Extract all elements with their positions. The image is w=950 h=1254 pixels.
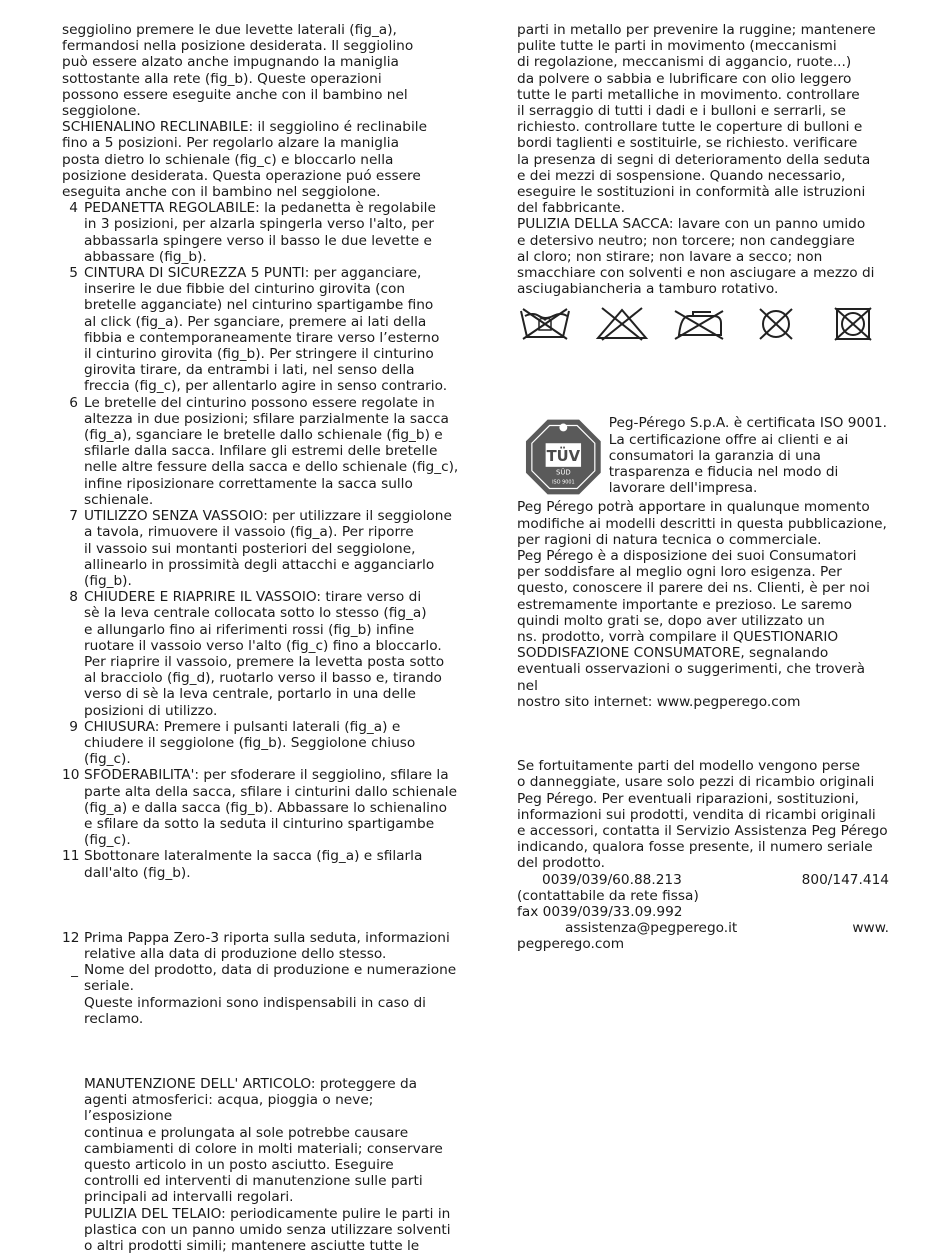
item-text: CINTURA DI SICUREZZA 5 PUNTI: per agganciare, inserire le due fibbie del cinturino girovita (con bretelle agganciate) nel cinturino spartigambe fino al click (fig_a). Per sganciare, premere ai lati della fibbia e contemporaneamente tirare verso l’esterno il cinturino girovita (fig_b). Per stringere il cinturino girovita tirare, da entrambi i lati, nel senso della freccia (fig_c), per allentarlo agire in senso contrario. — [84, 265, 448, 395]
care-symbols — [517, 307, 889, 341]
website-domain: pegperego.com — [517, 935, 625, 952]
item-number: 8 — [69, 589, 78, 606]
no-dry-clean-icon — [748, 307, 804, 341]
no-bleach-icon — [594, 307, 650, 341]
fixed-line-note: (contattabile da rete fissa) — [517, 887, 699, 904]
list-item-4 — [62, 200, 462, 265]
item-text: PEDANETTA REGOLABILE: la pedanetta è regolabile in 3 posizioni, per alzarla spingerla verso l'alto, per abbassarla spingere verso il basso le due levette e abbassare (fig_b). — [84, 200, 436, 265]
spare-parts-text: Se fortuitamente parti del modello vengono perse o danneggiate, usare solo pezzi di ricambio originali Peg Pérego. Per eventuali riparazioni, sostituzioni, informazioni sui prodotti, vendita di ricambi originali e accessori, contatta il Servizio Assistenza Peg Pérego indicando, qualora fosse presente, il numero seriale del prodotto. — [517, 758, 888, 872]
list-item-8 — [62, 589, 462, 719]
toll-free-number: 800/147.414 — [801, 871, 889, 888]
maintenance-text: MANUTENZIONE DELL' ARTICOLO: proteggere da agenti atmosferici: acqua, pioggia o neve; l’esposizione continua e prolungata al sole potrebbe causare cambiamenti di colore in molti materiali; conservare questo articolo in un posto asciutto. Eseguire controlli ed interventi di manutenzione sulle parti principali ad intervalli regolari. PULIZIA DEL TELAIO: periodicamente pulire le parti in plastica con un panno umido senza utilizzare solventi o altri prodotti simili; mantenere asciutte tutte le — [84, 1075, 451, 1254]
survey-text: Peg Pérego potrà apportare in qualunque momento modifiche ai modelli descritti in questa pubblicazione, per ragioni di natura tecnica o commerciale. Peg Pérego è a disposizione dei suoi Consumatori per soddisfare al meglio ogni loro esigenza. Per questo, conoscere il parere dei ns. Clienti, è per noi estremamente importante e prezioso. Le saremo quindi molto grati se, dopo aver utilizzato un ns. prodotto, vorrà compilare il QUESTIONARIO SODDISFAZIONE CONSUMATORE, segnalando eventuali osservazioni o suggerimenti, che troverà nel nostro sito internet: www.pegperego.com — [517, 499, 887, 710]
certification-text: Peg-Pérego S.p.A. è certificata ISO 9001. La certificazione offre ai clienti e ai consumatori la garanzia di una trasparenza e fiducia nel modo di lavorare dell'impresa. — [608, 415, 887, 497]
svg-text:TÜV: TÜV — [546, 448, 581, 466]
item-bullet: _ — [71, 962, 78, 979]
list-item-6 — [62, 395, 462, 508]
item-number: 10 — [62, 767, 80, 784]
item-text: SFODERABILITA': per sfoderare il seggiolino, sfilare la parte alta della sacca, sfilare i cinturini dallo schienale (fig_a) e dalla sacca (fig_b). Abbassare lo schienalino e sfilare da sotto la seduta il cinturino spartigambe (fig_c). — [84, 767, 457, 849]
list-item-12-sub — [62, 962, 462, 1027]
cleaning-text: parti in metallo per prevenire la ruggine; mantenere pulite tutte le parti in movimento (meccanismi di regolazione, meccanismi di aggancio, ruote...) da polvere o sabbia e lubrificare con olio leggero tutte le parti metalliche in movimento. controllare il serraggio di tutti i dadi e i bulloni e serrarli, se richiesto. controllare tutte le coperture di bulloni e bordi taglienti e sostituirle, se richiesto. verificare la presenza di segni di deterioramento della seduta e dei mezzi di sospensione. Quando necessario, eseguire le sostituzioni in conformità alle istruzioni del fabbricante. PULIZIA DELLA SACCA: lavare con un panno umido e detersivo neutro; non torcere; non candeggiare al cloro; non stirare; non lavare a secco; non smacchiare con solventi e non asciugare a mezzo di asciugabiancheria a tamburo rotativo. — [517, 22, 876, 298]
intro-text: seggiolino premere le due levette laterali (fig_a), fermandosi nella posizione desiderata. Il seggiolino può essere alzato anche impugnando la maniglia sottostante alla rete (fig_b). Queste operazioni possono essere eseguite anche con il bambino nel seggiolone. SCHIENALINO RECLINABILE: il seggiolino é reclinabile fino a 5 posizioni. Per regolarlo alzare la maniglia posta dietro lo schienale (fig_c) e bloccarlo nella posizione desiderata. Questa operazione puó essere eseguita anche con il bambino nel seggiolone. — [62, 22, 427, 201]
svg-text:SÜD: SÜD — [555, 469, 571, 478]
maintenance-section — [62, 1076, 462, 1254]
left-column — [62, 22, 462, 1254]
item-text: Nome del prodotto, data di produzione e numerazione seriale. Queste informazioni sono indispensabili in caso di reclamo. — [84, 962, 457, 1027]
svg-text:ISO 9001: ISO 9001 — [552, 480, 575, 487]
tuv-iso-badge-icon — [524, 417, 603, 497]
contacts-block — [517, 872, 889, 953]
item-number: 12 — [62, 929, 80, 946]
item-number: 9 — [69, 718, 78, 735]
item-text: Prima Pappa Zero-3 riporta sulla seduta, informazioni relative alla data di produzione dello stesso. — [84, 929, 450, 962]
item-text: CHIUSURA: Premere i pulsanti laterali (fig_a) e chiudere il seggiolone (fig_b). Seggiolone chiuso (fig_c). — [84, 718, 416, 768]
list-item-5 — [62, 265, 462, 395]
list-item-10 — [62, 767, 462, 848]
item-text: Sbottonare lateralmente la sacca (fig_a) e sfilarla dall'alto (fig_b). — [84, 848, 423, 881]
list-item-12 — [62, 930, 462, 962]
no-tumble-dry-icon — [825, 307, 881, 341]
item-text: Le bretelle del cinturino possono essere regolate in altezza in due posizioni; sfilare parzialmente la sacca (fig_a), sganciare le bretelle dallo schienale (fig_b) e sfilarle dalla sacca. Infilare gli estremi delle bretelle nelle altre fessure della sacca e dello schienale (fig_c), infine riposizionare correttamente la sacca sullo schienale. — [84, 394, 459, 508]
certification-block — [517, 415, 889, 497]
email-address: assistenza@pegperego.it — [565, 919, 738, 936]
item-text: UTILIZZO SENZA VASSOIO: per utilizzare il seggiolone a tavola, rimuovere il vassoio (fig_a). Per riporre il vassoio sui montanti posteriori del seggiolone, allinearlo in prossimità degli attacchi e agganciarlo (fig_b). — [84, 508, 452, 589]
list-item-7 — [62, 508, 462, 589]
list-item-11 — [62, 848, 462, 880]
item-number: 5 — [69, 265, 78, 282]
right-column — [517, 22, 889, 953]
item-number: 6 — [69, 394, 78, 411]
item-text: CHIUDERE E RIAPRIRE IL VASSOIO: tirare verso di sè la leva centrale collocata sotto lo stesso (fig_a) e allungarlo fino ai riferimenti rossi (fig_b) infine ruotare il vassoio verso l'alto (fig_c) fino a bloccarlo. Per riaprire il vassoio, premere la levetta posta sotto al bracciolo (fig_d), ruotarlo verso il basso e, tirando verso di sè la leva centrale, portarlo in una delle posizioni di utilizzo. — [84, 589, 445, 719]
item-number: 11 — [62, 848, 80, 865]
no-iron-icon — [671, 307, 727, 341]
item-number: 4 — [69, 200, 78, 217]
phone-number: 0039/039/60.88.213 — [542, 871, 682, 888]
item-number: 7 — [69, 508, 78, 525]
list-item-9 — [62, 719, 462, 768]
fax-number: fax 0039/039/33.09.992 — [517, 903, 683, 920]
no-wash-icon — [517, 307, 573, 341]
website-prefix: www. — [852, 919, 889, 936]
